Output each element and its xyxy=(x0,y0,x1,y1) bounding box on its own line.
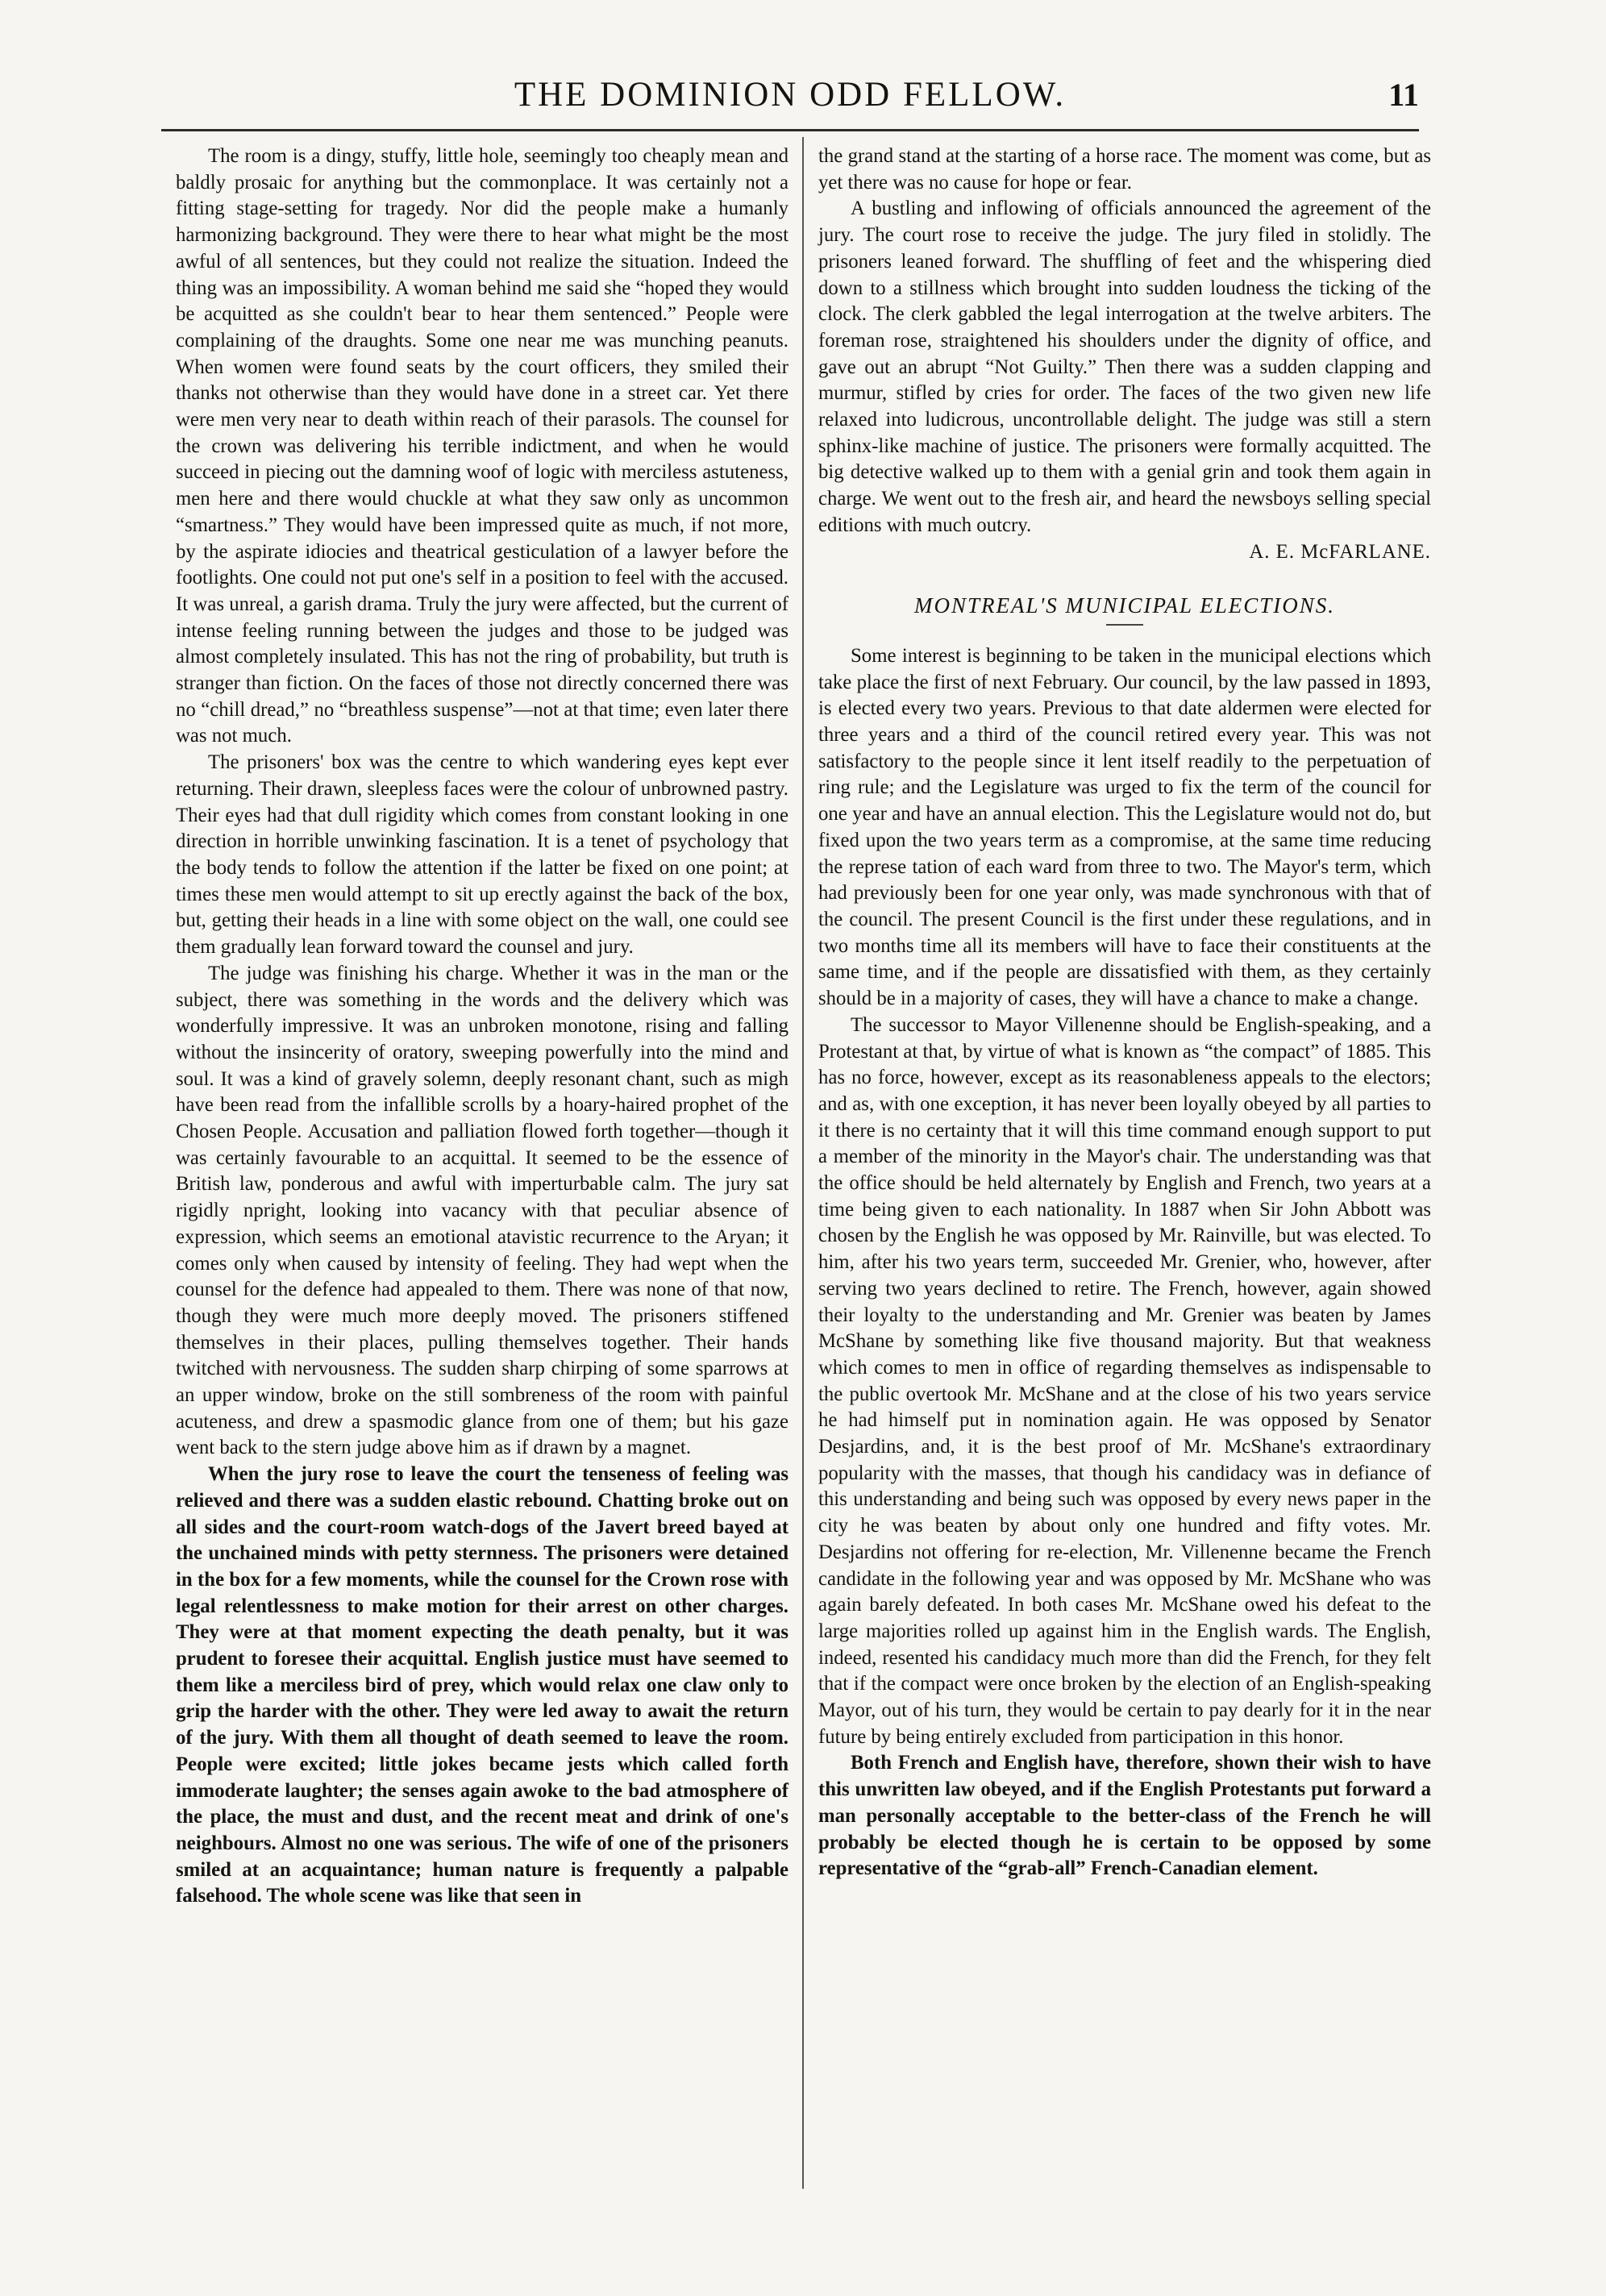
paragraph: The room is a dingy, stuffy, little hole, seemingly too cheaply mean and baldly prosaic for anything but the commonplace. It was certainly not a fitting stage-setting for tragedy. Nor did the people make a humanly harmonizing background. They were there to hear what might be the most awful of all sentences, but they could not realize the situation. Indeed the thing was an impossibility. A woman behind me said she “hoped they would be acquitted as she couldn't bear to hear them sentenced.” People were complaining of the draughts. Some one near me was munching peanuts. When women were found seats by the court officers, they smiled their thanks not otherwise than they would have done in a street car. Yet there were men very near to death within reach of their parasols. The counsel for the crown was delivering his terrible indictment, and when he would succeed in piecing out the damning woof of logic with merciless astuteness, men here and there would chuckle at what they saw only as uncommon “smartness.” They would have been impressed quite as much, if not more, by the aspirate idiocies and theatrical gesticulation of a lawyer before the footlights. One could not put one's self in a position to feel with the accused. It was unreal, a garish drama. Truly the jury were affected, but the current of intense feeling running between the judges and those to be judged was almost completely insulated. This has not the ring of probability, but truth is stranger than fiction. On the faces of those not directly concerned there was no “chill dread,” no “breathless suspense”—not at that time; even later there was not much. xyxy=(176,145,788,747)
paragraph: the grand stand at the starting of a horse race. The moment was come, but as yet there was no cause for hope or fear. xyxy=(818,145,1431,193)
paragraph: When the jury rose to leave the court the tenseness of feeling was relieved and there was a sudden elastic rebound. Chatting broke out on all sides and the court-room watch-dogs of the Javert breed bayed at the unchained minds with petty sternness. The prisoners were detained in the box for a few moments, while the counsel for the Crown rose with legal relentlessness to make motion for their arrest on other charges. They were at that moment expecting the death penalty, but it was prudent to foresee their acquittal. English justice must have seemed to them like a merciless bird of prey, which would relax one claw only to grip the harder with the other. They were led away to await the return of the jury. With them all thought of death seemed to leave the room. People were excited; little jokes became jests which called forth immoderate laughter; the senses again awoke to the bad atmosphere of the place, the must and dust, and the recent meat and drink of one's neighbours. Almost no one was serious. The wife of one of the prisoners smiled at an acquaintance; human nature is frequently a palpable falsehood. The whole scene was like that seen in xyxy=(176,1463,788,1907)
right-column xyxy=(818,144,1431,1882)
header-rule xyxy=(161,129,1419,131)
paragraph: The prisoners' box was the centre to which wandering eyes kept ever returning. Their drawn, sleepless faces were the colour of unbrowned pastry. Their eyes had that dull rigidity which comes from constant looking in one direction in horrible unwinking fascination. It is a tenet of psychology that the body tends to follow the attention if the latter be fixed on one point; at times these men would attempt to sit up erectly against the back of the box, but, getting their heads in a line with some object on the wall, one could see them gradually lean forward toward the counsel and jury. xyxy=(176,751,788,959)
paragraph: The successor to Mayor Villenenne should be English-speaking, and a Protestant at that, by virtue of what is known as “the compact” of 1885. This has no force, however, except as its reasonableness appeals to the electors; and as, with one exception, it has never been loyally obeyed by all parties to it there is no certainty that it will this time command enough support to put a member of the minority in the Mayor's chair. The understanding was that the office should be held alternately by English and French, two years at a time being given to each nationality. In 1887 when Sir John Abbott was chosen by the English he was opposed by Mr. Rainville, but was elected. To him, after his two years term, succeeded Mr. Grenier, who, however, after serving two years declined to retire. The French, however, again showed their loyalty to the understanding and Mr. Grenier was beaten by James McShane by something like five thousand majority. But that weakness which comes to men in office of regarding themselves as indispensable to the public overtook Mr. McShane and at the close of his two years service he had himself put in nomination again. He was opposed by Senator Desjardins, and, it is the best proof of Mr. McShane's extraordinary popularity with the masses, that though his candidacy was in defiance of this understanding and being such was opposed by every news paper in the city he was beaten by about only one hundred and fifty votes. Mr. Desjardins not offering for re-election, Mr. Villenenne became the French candidate in the following year and was opposed by Mr. McShane who was again barely defeated. In both cases Mr. McShane owed his defeat to the large majorities rolled up against him in the English wards. The English, indeed, resented his candidacy much more than did the French, for they felt that if the compact were once broken by the election of an English-speaking Mayor, out of his turn, they would be certain to pay dearly for it in the near future by being entirely excluded from participation in this honor. xyxy=(818,1013,1431,1748)
running-title: THE DOMINION ODD FELLOW. xyxy=(514,76,1067,114)
column-divider xyxy=(802,137,804,2189)
paragraph: Some interest is beginning to be taken in the municipal elections which take place the first of next February. Our council, by the law passed in 1893, is elected every two years. Previous to that date aldermen were elected for three years and a third of the council retired every year. This was not satisfactory to the people since it lent itself readily to the perpetuation of ring rule; and the Legislature was urged to fix the term of the council for one year and have an annual election. This the Legislature would not do, but fixed upon the two years term as a compromise, at the same time reducing the represe tation of each ward from three to two. The Mayor's term, which had previously been for one year only, was made synchronous with that of the council. The present Council is the first under these regulations, and in two months time all its members will have to face their constituents at the same time, and if the people are dissatisfied with them, as they certainly should be in a majority of cases, they will have a chance to make a change. xyxy=(818,644,1431,1010)
article-title: MONTREAL'S MUNICIPAL ELECTIONS. xyxy=(913,593,1336,618)
author-signature: A. E. McFARLANE. xyxy=(1249,540,1431,563)
page-header xyxy=(161,71,1419,127)
paragraph: Both French and English have, therefore, shown their wish to have this unwritten law obeyed, and if the English Protestants put forward a man personally acceptable to the better-class of the French he will probably be elected though he is certain to be opposed by some representative of the “grab-all” French-Canadian element. xyxy=(818,1752,1431,1880)
paragraph: A bustling and inflowing of officials announced the agreement of the jury. The court rose to receive the judge. The jury filed in stolidly. The prisoners leaned forward. The shuffling of feet and the whispering died down to a stillness which brought into sudden loudness the ticking of the clock. The clerk gabbled the legal interrogation at the twelve arbiters. The foreman rose, straightened his shoulders under the dignity of office, and gave out an abrupt “Not Guilty.” Then there was a sudden clapping and murmur, stifled by cries for order. The faces of the two given new life relaxed into ludicrous, uncontrollable delight. The judge was still a stern sphinx-like machine of justice. The prisoners were formally acquitted. The big detective walked up to them with a genial grin and took them again in charge. We went out to the fresh air, and heard the newsboys selling special editions with much outcry. xyxy=(818,198,1431,536)
title-rule xyxy=(1106,624,1143,626)
left-column xyxy=(176,144,788,1910)
paragraph: The judge was finishing his charge. Whether it was in the man or the subject, there was something in the words and the delivery which was wonderfully impressive. It was an unbroken monotone, rising and falling without the insincerity of oratory, sweeping powerfully into the mind and soul. It was a kind of gravely solemn, deeply resonant chant, such as migh have been read from the infallible scrolls by a hoary-haired prophet of the Chosen People. Accusation and palliation flowed forth together—though it was certainly favourable to an acquittal. It seemed to be the essence of British law, ponderous and awful with imperturbable calm. The jury sat rigidly npright, looking into vacancy with that peculiar absence of expression, which seems an emotional atavistic recurrence to the Aryan; it comes only when caused by intensity of feeling. They had wept when the counsel for the defence had appealed to them. There was none of that now, though they were much more deeply moved. The prisoners stiffened themselves in their places, pulling themselves together. Their hands twitched with nervousness. The sudden sharp chirping of some sparrows at an upper window, broke on the still sombreness of the room with painful acuteness, and drew a spasmodic glance from one of them; but his gaze went back to the stern judge above him as if drawn by a magnet. xyxy=(176,962,788,1459)
page-number: 11 xyxy=(1388,77,1419,113)
